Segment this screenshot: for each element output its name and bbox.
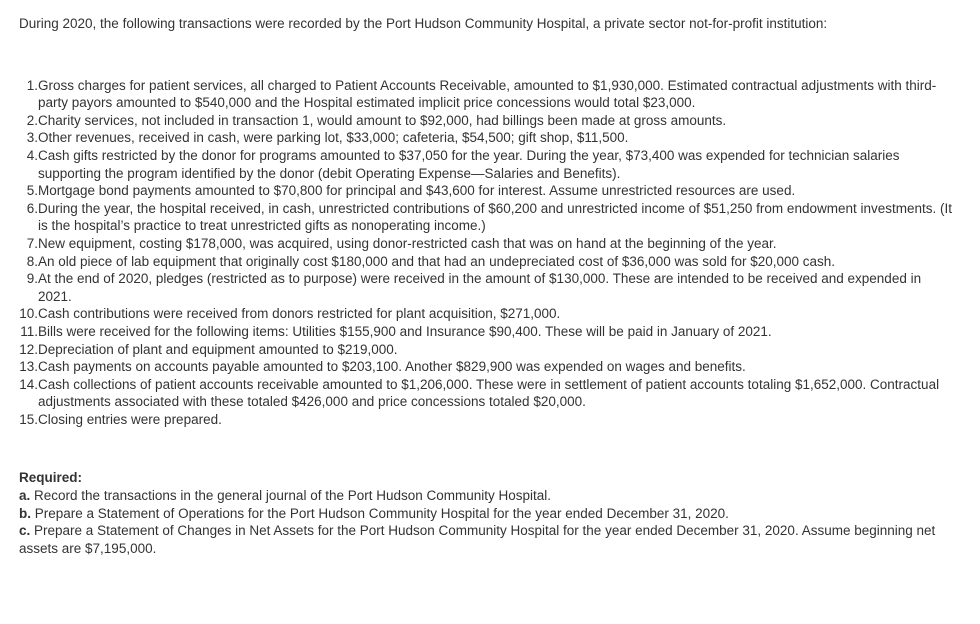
- transaction-number: 7.: [26, 235, 38, 251]
- required-item-c: [19, 522, 962, 557]
- transaction-text: Closing entries were prepared.: [38, 411, 222, 427]
- required-letter: a.: [19, 488, 31, 504]
- transaction-item-7: [19, 235, 962, 253]
- transaction-item-13: [19, 358, 962, 376]
- transaction-text: An old piece of lab equipment that originally cost $180,000 and that had an undepreciated cost of $36,000 was sold for $20,000 cash.: [38, 253, 836, 269]
- transaction-number: 10.: [19, 306, 38, 322]
- transaction-item-8: [19, 253, 962, 271]
- transaction-text: Bills were received for the following items: Utilities $155,900 and Insurance $90,400. These will be paid in January of 2021.: [38, 323, 772, 339]
- transaction-text: Mortgage bond payments amounted to $70,800 for principal and $43,600 for interest. Assume unrestricted resources are used.: [38, 183, 796, 199]
- transaction-item-5: [19, 182, 962, 200]
- transaction-text: New equipment, costing $178,000, was acquired, using donor-restricted cash that was on hand at the beginning of the year.: [38, 235, 777, 251]
- required-section: [19, 469, 962, 557]
- transaction-text: Depreciation of plant and equipment amounted to $219,000.: [38, 341, 398, 357]
- transaction-number: 11.: [20, 323, 38, 339]
- transaction-number: 1.: [26, 77, 38, 93]
- transaction-item-3: [19, 129, 962, 147]
- required-text: Record the transactions in the general journal of the Port Hudson Community Hospital.: [34, 488, 552, 504]
- transaction-text: Other revenues, received in cash, were parking lot, $33,000; cafeteria, $54,500; gift shop, $11,500.: [38, 130, 629, 146]
- transaction-item-11: [19, 323, 962, 341]
- transaction-text: Charity services, not included in transaction 1, would amount to $92,000, had billings been made at gross amounts.: [38, 112, 727, 128]
- transaction-item-15: [19, 411, 962, 429]
- required-heading: Required:: [19, 470, 83, 486]
- transaction-item-9: [19, 270, 962, 305]
- transaction-number: 4.: [26, 147, 38, 163]
- transaction-number: 5.: [26, 183, 38, 199]
- transaction-number: 9.: [26, 271, 38, 287]
- transaction-item-1: [19, 77, 962, 112]
- required-text: Prepare a Statement of Operations for the Port Hudson Community Hospital for the year ended December 31, 2020.: [34, 505, 729, 521]
- transaction-text: Cash contributions were received from donors restricted for plant acquisition, $271,000.: [38, 306, 561, 322]
- transaction-item-10: [19, 305, 962, 323]
- required-item-a: [19, 487, 962, 505]
- transaction-text: Cash collections of patient accounts receivable amounted to $1,206,000. These were in settlement of patient accounts totaling $1,652,000. Contractual adjustments associated with these totaled $426,000 and price concessions totaled $20,000.: [38, 376, 940, 410]
- required-letter: b.: [19, 505, 31, 521]
- transaction-text: During the year, the hospital received, in cash, unrestricted contributions of $60,200 and unrestricted income of $51,250 from endowment investments. (It is the hospital’s practice to treat unrestricted gifts as nonoperating income.): [38, 200, 953, 234]
- transaction-text: Cash gifts restricted by the donor for programs amounted to $37,050 for the year. During the year, $73,400 was expended for technician salaries supporting the program identified by the donor (debit Operating Expense—Salaries and Benefits).: [38, 147, 900, 181]
- required-item-b: [19, 505, 962, 523]
- transaction-number: 13.: [19, 359, 38, 375]
- transaction-number: 3.: [26, 130, 38, 146]
- required-letter: c.: [19, 523, 31, 539]
- transaction-number: 8.: [26, 253, 38, 269]
- transaction-item-12: [19, 341, 962, 359]
- transactions-list: [19, 77, 962, 429]
- problem-intro: During 2020, the following transactions were recorded by the Port Hudson Community Hospital, a private sector not-for-profit institution:: [19, 16, 828, 31]
- required-text: Prepare a Statement of Changes in Net Assets for the Port Hudson Community Hospital for the year ended December 31, 2020. Assume beginning net assets are $7,195,000.: [19, 523, 936, 556]
- transaction-number: 14.: [19, 376, 38, 392]
- transaction-text: At the end of 2020, pledges (restricted as to purpose) were received in the amount of $130,000. These are intended to be received and expended in 2021.: [38, 271, 922, 304]
- transaction-number: 15.: [19, 411, 38, 427]
- transaction-number: 6.: [26, 200, 38, 216]
- transaction-item-14: [19, 376, 962, 411]
- transaction-number: 12.: [19, 341, 38, 357]
- transaction-text: Gross charges for patient services, all charged to Patient Accounts Receivable, amounted to $1,930,000. Estimated contractual adjustments with third-party payors amounted to $540,000 and the Hospital estimated implicit price concessions would total $23,000.: [38, 77, 937, 111]
- transaction-item-6: [19, 200, 962, 235]
- transaction-item-2: [19, 112, 962, 130]
- transaction-number: 2.: [26, 112, 38, 128]
- transaction-text: Cash payments on accounts payable amounted to $203,100. Another $829,900 was expended on wages and benefits.: [38, 359, 746, 375]
- transaction-item-4: [19, 147, 962, 182]
